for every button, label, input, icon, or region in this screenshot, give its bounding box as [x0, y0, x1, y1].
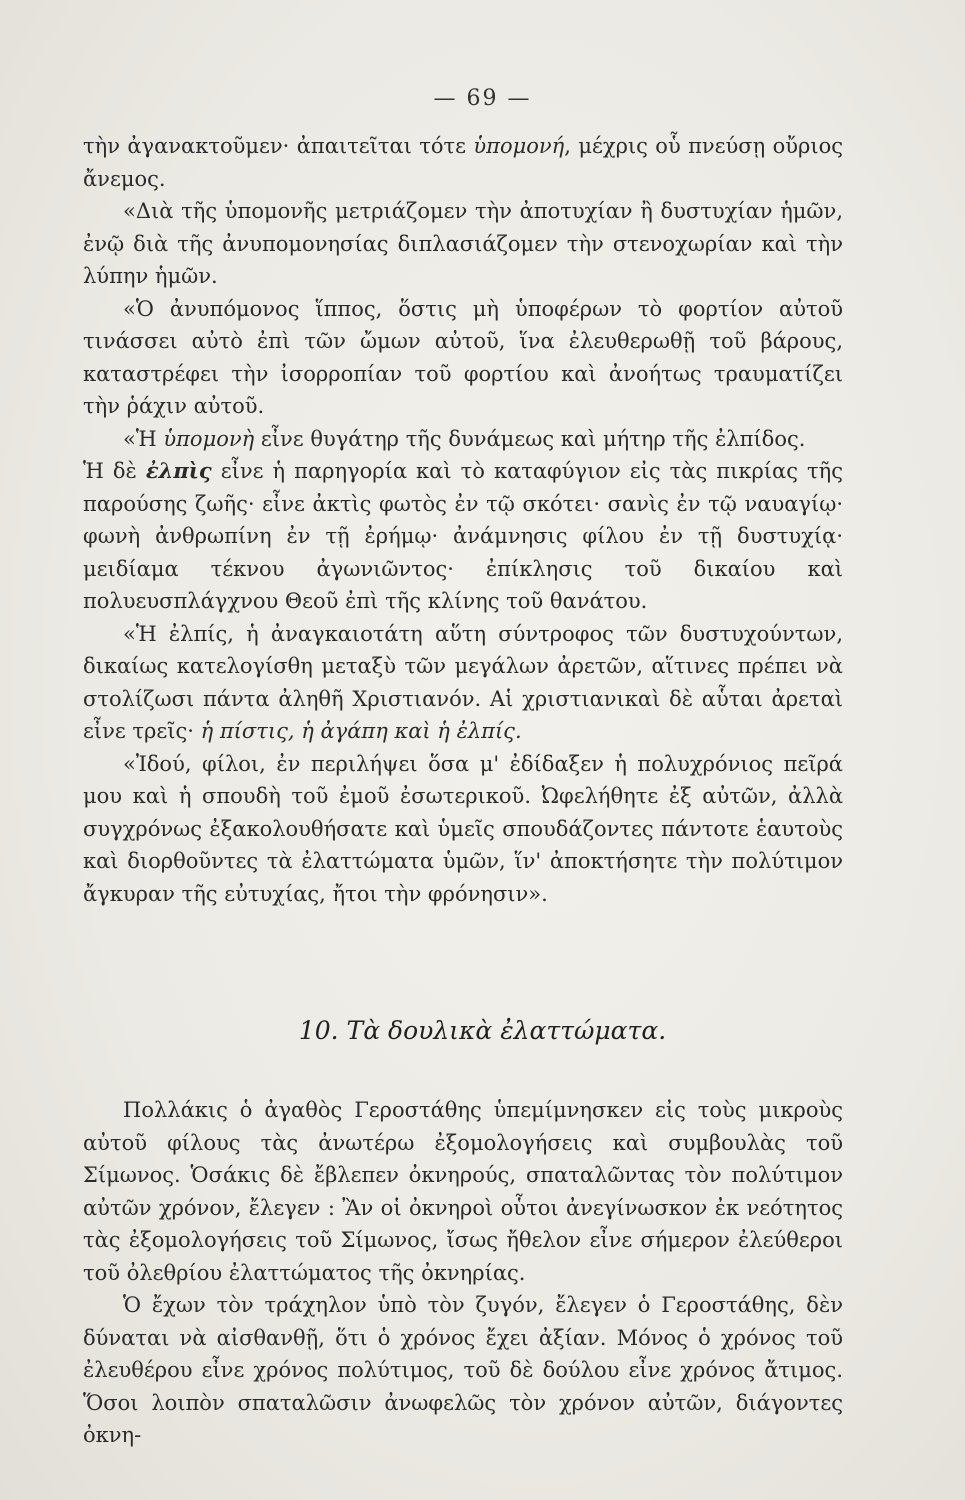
lower-text-block: [83, 1094, 843, 1452]
chapter-heading: 10. Τὰ δουλικὰ ἐλαττώματα.: [298, 1016, 667, 1045]
paragraph-9: Ὁ ἔχων τὸν τράχηλον ὑπὸ τὸν ζυγόν, ἔλεγεν ὁ Γεροστάθης, δὲν δύναται νὰ αἰσθανθῇ, ὅτι ὁ χρόνος ἔχει ἀξίαν. Μόνος ὁ χρόνος τοῦ ἐλευθέρου εἶνε χρόνος πολύτιμος, τοῦ δὲ δούλου εἶνε χρόνος ἄτιμος. Ὅσοι λοιπὸν σπαταλῶσιν ἀνωφελῶς τὸν χρόνον αὐτῶν, διάγοντες ὀκνη-: [83, 1293, 843, 1447]
paragraph-8: Πολλάκις ὁ ἀγαθὸς Γεροστάθης ὑπεμίμνησκεν εἰς τοὺς μικροὺς αὐτοῦ φίλους τὰς ἀνωτέρω ἐξομολογήσεις καὶ συμβουλὰς τοῦ Σίμωνος. Ὁσάκις δὲ ἔβλεπεν ὀκνηρούς, σπαταλῶντας τὸν πολύτιμον αὐτῶν χρόνον, ἔλεγεν : Ἂν οἱ ὀκνηροὶ οὗτοι ἀνεγίνωσκον ἐκ νεότητος τὰς ἐξομολογήσεις τοῦ Σίμωνος, ἴσως ἤθελον εἶνε σήμερον ἐλεύθεροι τοῦ ὀλεθρίου ἐλαττώματος τῆς ὀκνηρίας.: [83, 1098, 843, 1285]
upper-text-block: [83, 130, 843, 910]
paragraph-1: [83, 130, 843, 195]
paragraph-5-italic: ἐλπὶς: [145, 458, 212, 483]
paragraph-6-italic: ἡ πίστις, ἡ ἀγάπη καὶ ἡ ἐλπίς.: [200, 719, 522, 743]
paragraph-5: [83, 455, 843, 618]
paragraph-1-italic: ὑπομονή: [473, 134, 565, 158]
paragraph-1-text-a: τὴν ἀγανακτοῦμεν· ἀπαιτεῖται τότε: [83, 134, 474, 158]
paragraph-4: [83, 423, 843, 456]
paragraph-4-italic: ὑπομονὴ: [163, 426, 255, 451]
paragraph-6: [83, 618, 843, 748]
paragraph-6-text-a: «Ἡ ἐλπίς, ἡ ἀναγκαιοτάτη αὕτη σύντροφος τῶν δυστυχούντων, δικαίως κατελογίσθη μεταξὺ τῶν μεγάλων ἀρετῶν, αἵτινες πρέπει νὰ στολίζωσι πάντα ἀληθῆ Χριστιανόν. Αἱ χριστιανικαὶ δὲ αὗται ἀρεταὶ εἶνε τρεῖς·: [83, 621, 843, 743]
paragraph-1-text-b: , μέχρις οὗ πνεύσῃ οὔριος ἄνεμος.: [83, 134, 843, 191]
paragraph-3: «Ὁ ἀνυπόμονος ἵππος, ὅστις μὴ ὑποφέρων τὸ φορτίον αὐτοῦ τινάσσει αὐτὸ ἐπὶ τῶν ὤμων αὐτοῦ, ἵνα ἐλευθερωθῇ τοῦ βάρους, καταστρέφει τὴν ἰσορροπίαν τοῦ φορτίου καὶ ἀνοήτως τραυματίζει τὴν ῥάχιν αὐτοῦ.: [83, 296, 843, 418]
page-number: — 69 —: [433, 86, 532, 111]
paragraph-5-text-b: εἶνε ἡ παρηγορία καὶ τὸ καταφύγιον εἰς τὰς πικρίας τῆς παρούσης ζωῆς· εἶνε ἀκτὶς φωτὸς ἐν τῷ σκότει· σανὶς ἐν τῷ ναυαγίῳ· φωνὴ ἀνθρωπίνη ἐν τῇ ἐρήμῳ· ἀνάμνησις φίλου ἐν τῇ δυστυχίᾳ· μειδίαμα τέκνου ἀγωνιῶντος· ἐπίκλησις τοῦ δικαίου καὶ πολυευσπλάγχνου Θεοῦ ἐπὶ τῆς κλίνης τοῦ θανάτου.: [83, 459, 843, 613]
paragraph-2: «Διὰ τῆς ὑπομονῆς μετριάζομεν τὴν ἀποτυχίαν ἢ δυστυχίαν ἡμῶν, ἐνῷ διὰ τῆς ἀνυπομονησίας διπλασιάζομεν τὴν στενοχωρίαν καὶ τὴν λύπην ἡμῶν.: [83, 199, 843, 288]
paragraph-5-text-a: Ἡ δὲ: [83, 459, 146, 483]
paragraph-4-text-b: εἶνε θυγάτηρ τῆς δυνάμεως καὶ μήτηρ τῆς ἐλπίδος.: [254, 426, 806, 451]
paragraph-7: «Ἰδού, φίλοι, ἐν περιλήψει ὅσα μ' ἐδίδαξεν ἡ πολυχρόνιος πεῖρά μου καὶ ἡ σπουδὴ τοῦ ἐμοῦ ἐσωτερικοῦ. Ὠφελήθητε ἐξ αὐτῶν, ἀλλὰ συγχρόνως ἐξακολουθήσατε καὶ ὑμεῖς σπουδάζοντες πάντοτε ἑαυτοὺς καὶ διορθοῦντες τὰ ἐλαττώματα ὑμῶν, ἵν' ἀποκτήσητε τὴν πολύτιμον ἄγκυραν τῆς εὐτυχίας, ἤτοι τὴν φρόνησιν».: [83, 751, 843, 906]
paragraph-4-text-a: «Ἡ: [123, 426, 164, 451]
